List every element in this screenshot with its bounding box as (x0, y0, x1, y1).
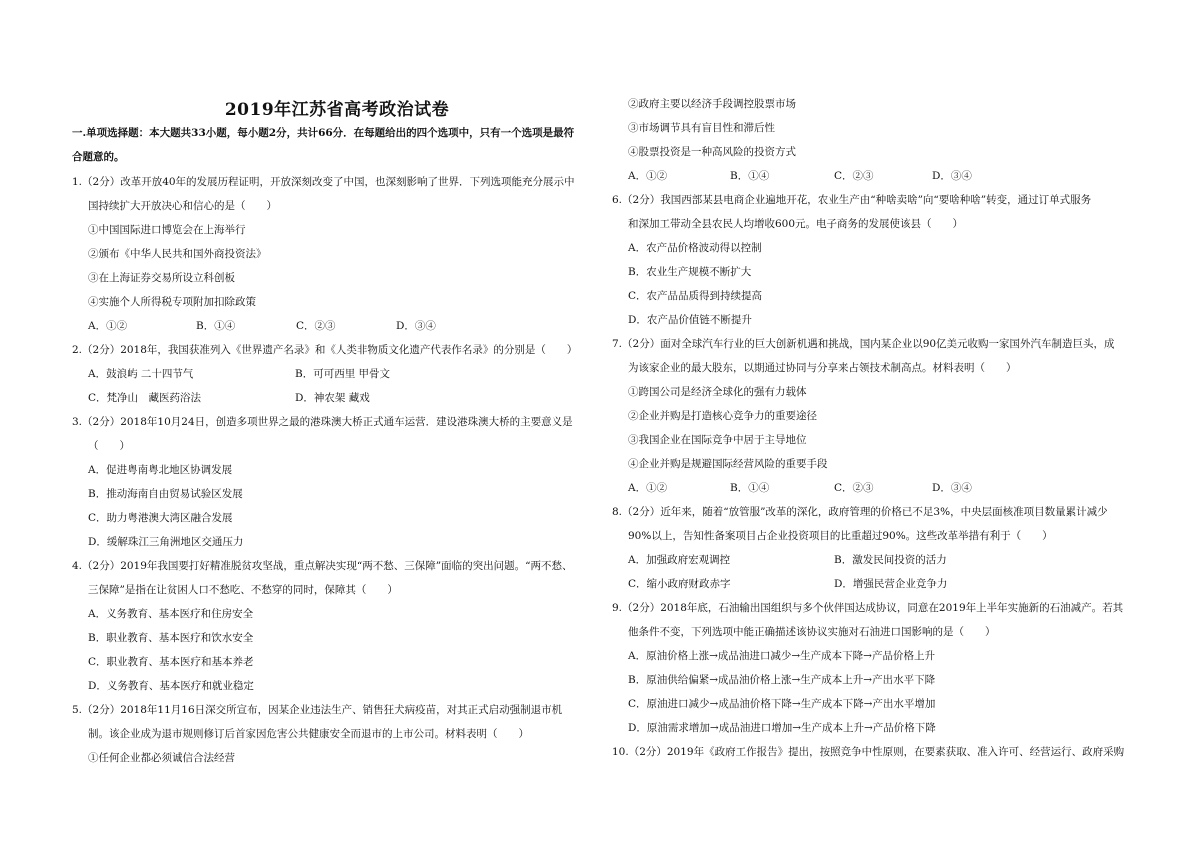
q2-option-b[interactable]: B．可可西里 甲骨文 (295, 368, 391, 380)
q6-option-d[interactable]: D．农产品价值链不断提升 (628, 314, 752, 326)
q3-option-a[interactable]: A．促进粤南粤北地区协调发展 (88, 464, 233, 476)
question-1-stem: 1.（2分）改革开放40年的发展历程证明，开放深刻改变了中国，也深刻影响了世界．下列选项能充分展示中 (72, 176, 575, 188)
question-2-stem: 2.（2分）2018年，我国获准列入《世界遗产名录》和《人类非物质文化遗产代表作名录》的分别是（ ） (72, 344, 578, 356)
question-3-stem: 3.（2分）2018年10月24日，创造多项世界之最的港珠澳大桥正式通车运营．建设港珠澳大桥的主要意义是 (72, 416, 573, 428)
question-10-stem: 10.（2分）2019年《政府工作报告》提出，按照竞争中性原则，在要素获取、准入许可、经营运行、政府采购 (612, 746, 1125, 758)
q7-option-d[interactable]: D．③④ (932, 482, 972, 494)
q6-option-b[interactable]: B．农业生产规模不断扩大 (628, 266, 752, 278)
q5-item: ③市场调节具有盲目性和滞后性 (628, 122, 775, 134)
question-5-stem-cont: 制。该企业成为退市规则修订后首家因危害公共健康安全而退市的上市公司。材料表明（ ） (88, 728, 529, 740)
q5-item: ①任何企业都必须诚信合法经营 (88, 752, 235, 764)
q5-option-a[interactable]: A．①② (628, 170, 668, 182)
q8-option-a[interactable]: A．加强政府宏观调控 (628, 554, 731, 566)
q5-item: ②政府主要以经济手段调控股票市场 (628, 98, 796, 110)
section-heading: 一.单项选择题：本大题共33小题，每小题2分，共计66分．在每题给出的四个选项中，只有一个选项是最符 (72, 127, 575, 139)
q4-option-d[interactable]: D．义务教育、基本医疗和就业稳定 (88, 680, 254, 692)
q1-option-d[interactable]: D．③④ (396, 320, 436, 332)
q7-option-c[interactable]: C．②③ (834, 482, 874, 494)
q1-item: ②颁布《中华人民共和国外商投资法》 (88, 248, 267, 260)
q1-item: ①中国国际进口博览会在上海举行 (88, 224, 246, 236)
q9-option-a[interactable]: A．原油价格上涨→成品油进口减少→生产成本下降→产品价格上升 (628, 650, 935, 662)
question-1-stem-cont: 国持续扩大开放决心和信心的是（ ） (88, 200, 277, 212)
page-title: 2019年江苏省高考政治试卷 (224, 100, 450, 120)
q1-item: ③在上海证券交易所设立科创板 (88, 272, 235, 284)
question-4-stem: 4.（2分）2019年我国要打好精准脱贫攻坚战，重点解决实现“两不愁、三保障”面临的突出问题。“两不愁、 (72, 560, 573, 572)
q8-option-b[interactable]: B．激发民间投资的活力 (834, 554, 947, 566)
question-7-stem-cont: 为该家企业的最大股东，以期通过协同与分享来占领技术制高点。材料表明（ ） (628, 362, 1017, 374)
question-4-stem-cont: 三保障”是指在让贫困人口不愁吃、不愁穿的同时，保障其（ ） (88, 584, 398, 596)
q2-option-c[interactable]: C．梵净山 藏医药浴法 (88, 392, 202, 404)
q5-option-b[interactable]: B．①④ (730, 170, 770, 182)
q1-option-b[interactable]: B．①④ (196, 320, 236, 332)
q6-option-a[interactable]: A．农产品价格波动得以控制 (628, 242, 762, 254)
q1-option-a[interactable]: A．①② (88, 320, 128, 332)
question-6-stem-cont: 和深加工带动全县农民人均增收600元。电子商务的发展使该县（ ） (628, 218, 964, 230)
q9-option-d[interactable]: D．原油需求增加→成品油进口增加→生产成本上升→产品价格下降 (628, 722, 936, 734)
q7-item: ③我国企业在国际竞争中居于主导地位 (628, 434, 807, 446)
q8-option-d[interactable]: D．增强民营企业竞争力 (834, 578, 948, 590)
q1-option-c[interactable]: C．②③ (296, 320, 336, 332)
q7-item: ①跨国公司是经济全球化的强有力载体 (628, 386, 807, 398)
q9-option-b[interactable]: B．原油供给偏紧→成品油价格上涨→生产成本上升→产出水平下降 (628, 674, 936, 686)
q6-option-c[interactable]: C．农产品品质得到持续提高 (628, 290, 763, 302)
question-7-stem: 7.（2分）面对全球汽车行业的巨大创新机遇和挑战，国内某企业以90亿美元收购一家国外汽车制造巨头，成 (612, 338, 1115, 350)
q4-option-a[interactable]: A．义务教育、基本医疗和住房安全 (88, 608, 254, 620)
q7-item: ④企业并购是规避国际经营风险的重要手段 (628, 458, 828, 470)
q8-option-c[interactable]: C．缩小政府财政赤字 (628, 578, 731, 590)
question-8-stem: 8.（2分）近年来，随着“放管服”改革的深化，政府管理的价格已不足3%，中央层面核准项目数量累计减少 (612, 506, 1108, 518)
q3-option-d[interactable]: D．缓解珠江三角洲地区交通压力 (88, 536, 244, 548)
q1-item: ④实施个人所得税专项附加扣除政策 (88, 296, 256, 308)
question-3-stem-cont: （ ） (88, 440, 130, 452)
q5-item: ④股票投资是一种高风险的投资方式 (628, 146, 796, 158)
q7-option-b[interactable]: B．①④ (730, 482, 770, 494)
q9-option-c[interactable]: C．原油进口减少→成品油价格下降→生产成本下降→产出水平增加 (628, 698, 936, 710)
question-8-stem-cont: 90%以上，告知性备案项目占企业投资项目的比重超过90%。这些改革举措有利于（ ） (628, 530, 1053, 542)
q4-option-c[interactable]: C．职业教育、基本医疗和基本养老 (88, 656, 254, 668)
q3-option-c[interactable]: C．助力粤港澳大湾区融合发展 (88, 512, 233, 524)
question-6-stem: 6.（2分）我国西部某县电商企业遍地开花，农业生产由“种啥卖啥”向“要啥种啥”转变，通过订单式服务 (612, 194, 1092, 206)
q7-option-a[interactable]: A．①② (628, 482, 668, 494)
q3-option-b[interactable]: B．推动海南自由贸易试验区发展 (88, 488, 243, 500)
question-9-stem-cont: 他条件不变，下列选项中能正确描述该协议实施对石油进口国影响的是（ ） (628, 626, 996, 638)
q5-option-c[interactable]: C．②③ (834, 170, 874, 182)
q5-option-d[interactable]: D．③④ (932, 170, 972, 182)
section-heading-cont: 合题意的。 (72, 151, 125, 163)
question-9-stem: 9.（2分）2018年底，石油输出国组织与多个伙伴国达成协议，同意在2019年上半年实施新的石油减产。若其 (612, 602, 1124, 614)
question-5-stem: 5.（2分）2018年11月16日深交所宣布，因某企业违法生产、销售狂犬病疫苗，对其正式启动强制退市机 (72, 704, 563, 716)
q7-item: ②企业并购是打造核心竞争力的重要途径 (628, 410, 817, 422)
q4-option-b[interactable]: B．职业教育、基本医疗和饮水安全 (88, 632, 254, 644)
q2-option-a[interactable]: A．鼓浪屿 二十四节气 (88, 368, 194, 380)
q2-option-d[interactable]: D．神农架 藏戏 (295, 392, 370, 404)
